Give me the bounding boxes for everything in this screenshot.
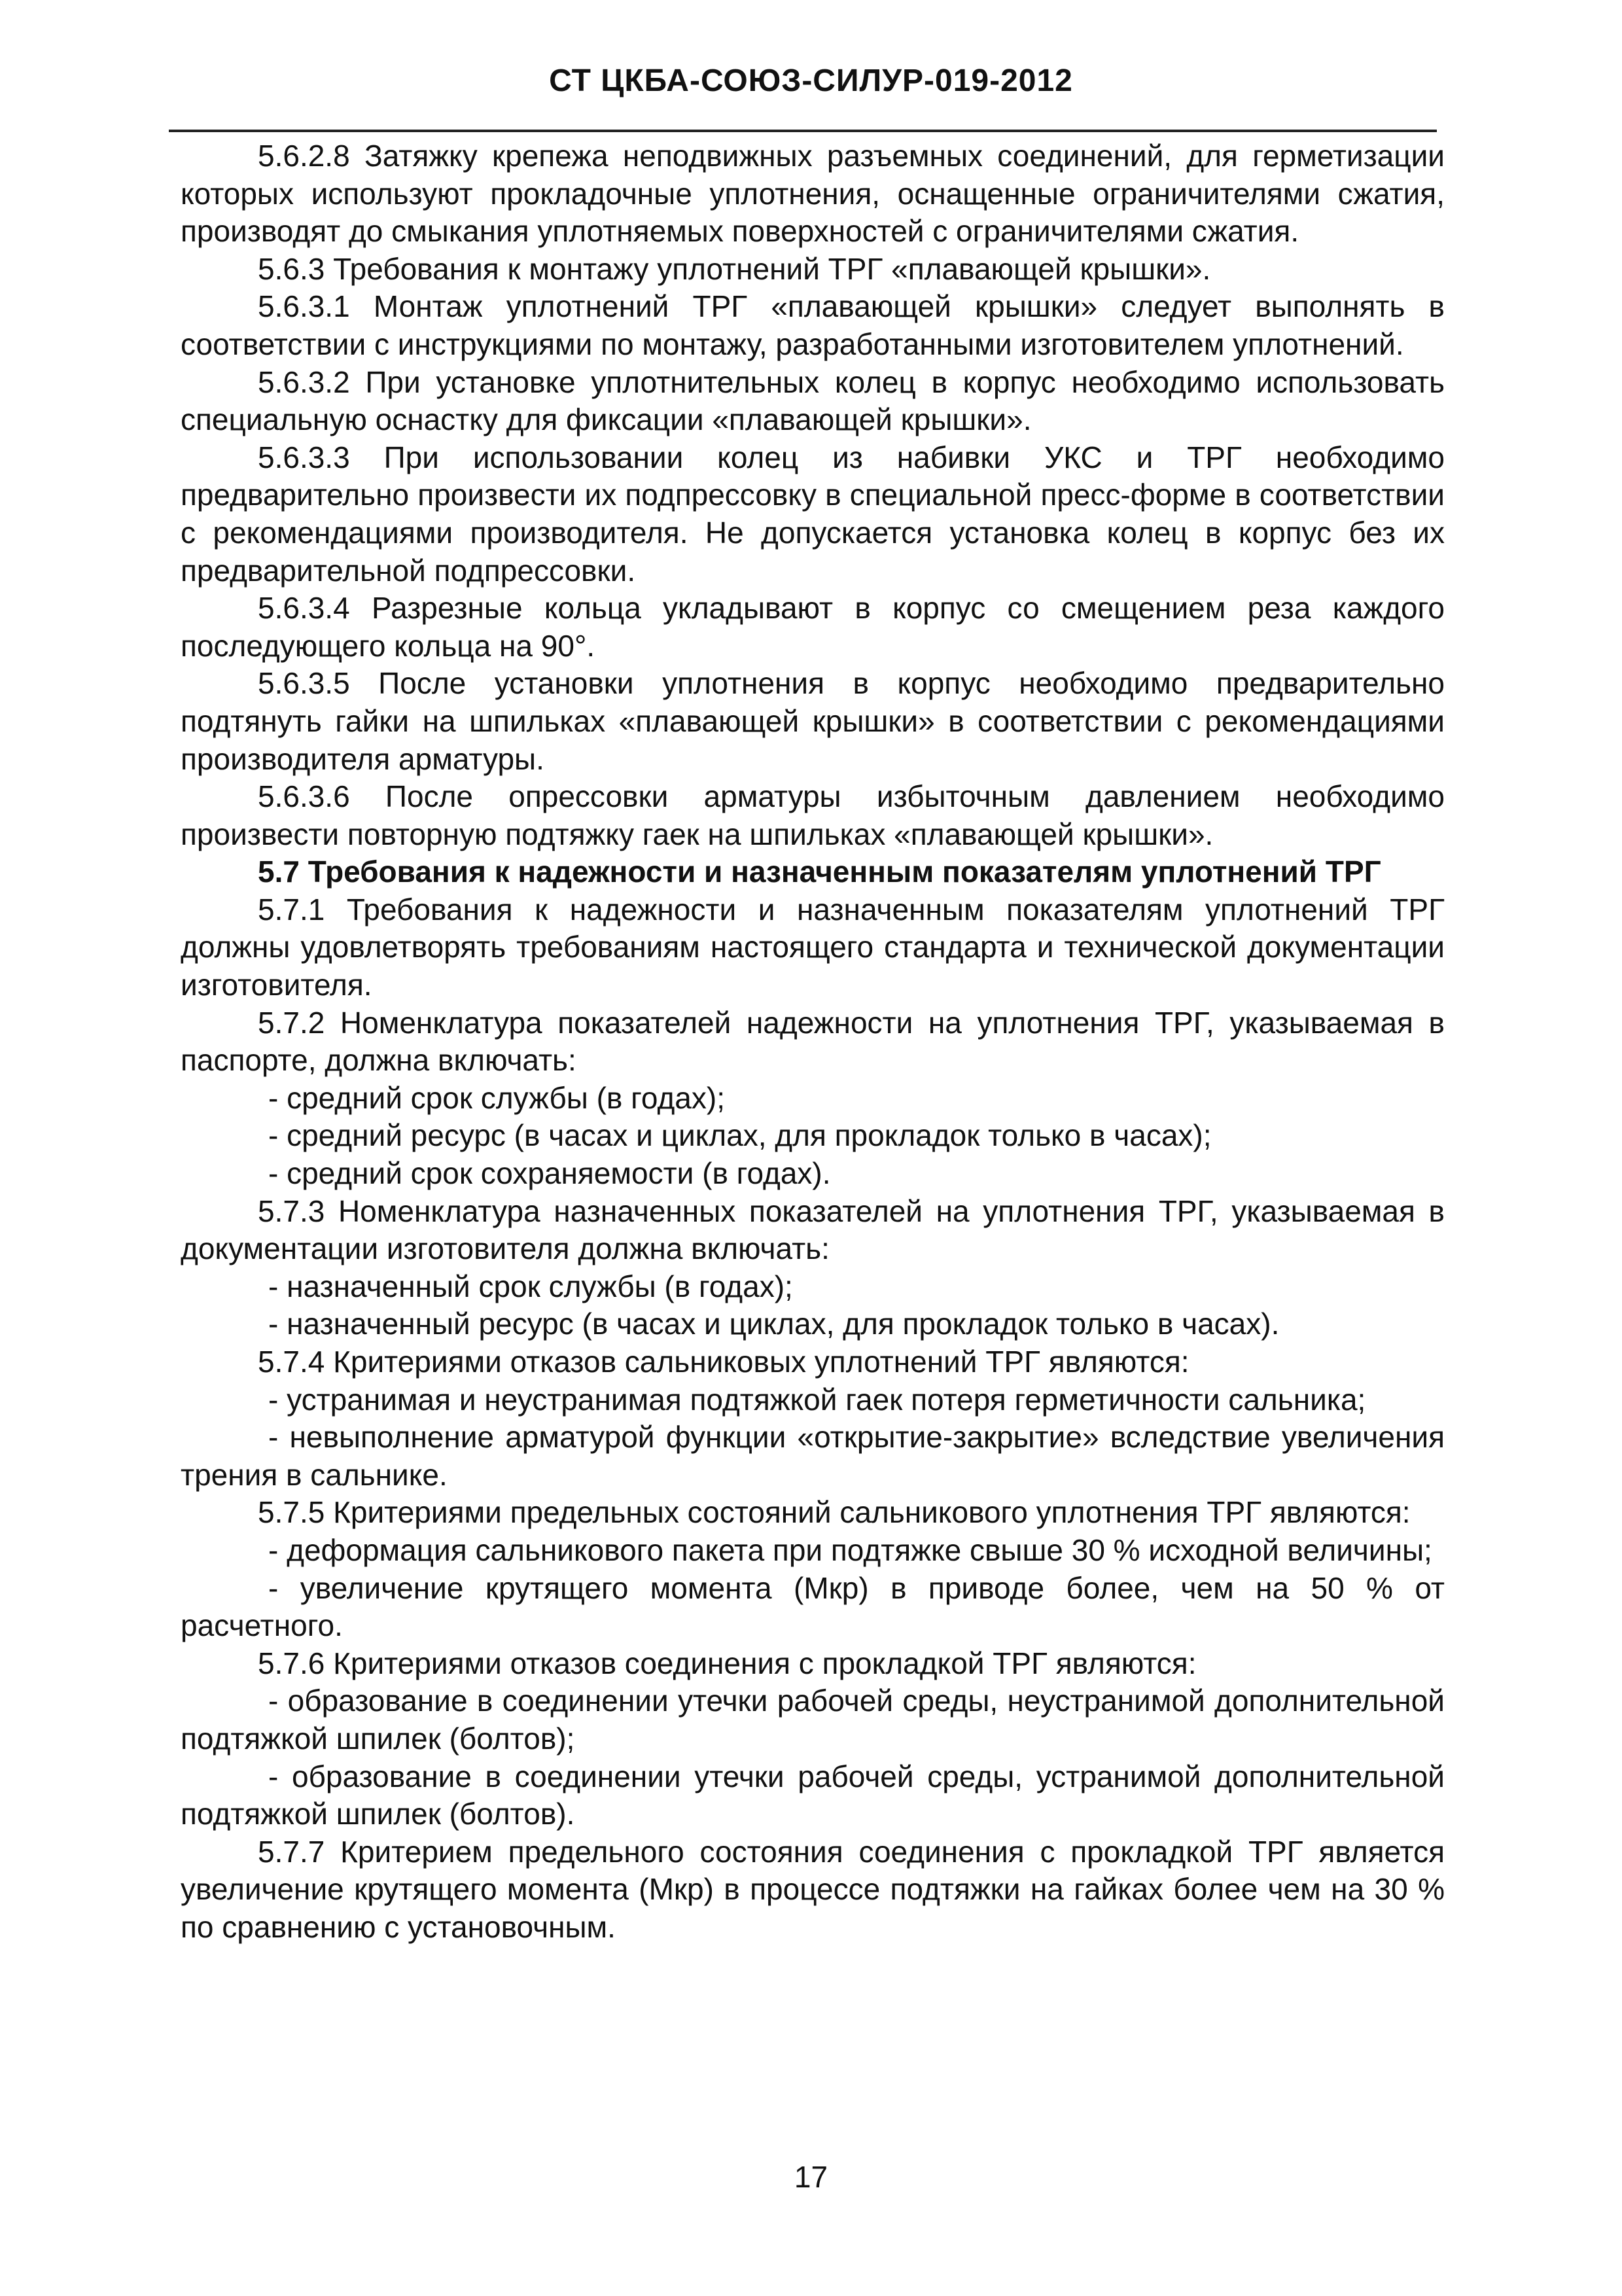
list-item: - увеличение крутящего момента (Мкр) в приводе более, чем на 50 % от расчетного. [181,1570,1445,1643]
paragraph-5-6-3-4: 5.6.3.4 Разрезные кольца укладывают в корпус со смещением реза каждого последующего кольца на 90°. [181,591,1445,663]
paragraph-5-7-1: 5.7.1 Требования к надежности и назначенным показателям уплотнений ТРГ должны удовлетворять требованиям настоящего стандарта и технической документации изготовителя. [181,892,1445,1002]
paragraph-5-6-2-8: 5.6.2.8 Затяжку крепежа неподвижных разъемных соединений, для герметизации которых используют прокладочные уплотнения, оснащенные ограничителями сжатия, производят до смыкания уплотняемых поверхностей с ограничителями сжатия. [181,139,1445,249]
paragraph-5-6-3: 5.6.3 Требования к монтажу уплотнений ТРГ «плавающей крышки». [258,251,1211,286]
list-item: - образование в соединении утечки рабочей среды, неустранимой дополнительной подтяжкой шпилек (болтов); [181,1684,1445,1756]
list-item: - устранимая и неустранимая подтяжкой гаек потеря герметичности сальника; [268,1382,1366,1417]
paragraph-5-6-3-2: 5.6.3.2 При установке уплотнительных колец в корпус необходимо использовать специальную оснастку для фиксации «плавающей крышки». [181,364,1445,437]
page-number: 17 [794,2160,828,2194]
list-item: - назначенный срок службы (в годах); [268,1269,793,1303]
paragraph-5-6-3-3: 5.6.3.3 При использовании колец из набивки УКС и ТРГ необходимо предварительно произвести их подпрессовку в специальной пресс-форме в соответствии с рекомендациями производителя. Не допускается установка колец в корпус без их предварительной подпрессовки. [181,440,1445,588]
list-item: - средний срок сохраняемости (в годах). [268,1156,831,1191]
list-item: - деформация сальникового пакета при подтяжке свыше 30 % исходной величины; [268,1532,1432,1567]
paragraph-5-7-7: 5.7.7 Критерием предельного состояния соединения с прокладкой ТРГ является увеличение крутящего момента (Мкр) в процессе подтяжки на гайках более чем на 30 % по сравнению с установочным. [181,1834,1445,1944]
paragraph-5-6-3-5: 5.6.3.5 После установки уплотнения в корпус необходимо предварительно подтянуть гайки на шпильках «плавающей крышки» в соответствии с рекомендациями производителя арматуры. [181,666,1445,776]
header-divider [169,130,1437,132]
list-item: - невыполнение арматурой функции «открытие-закрытие» вследствие увеличения трения в сальнике. [181,1420,1445,1492]
paragraph-5-7-5: 5.7.5 Критериями предельных состояний сальникового уплотнения ТРГ являются: [258,1495,1411,1530]
section-heading-5-7: 5.7 Требования к надежности и назначенным показателям уплотнений ТРГ [258,855,1381,889]
paragraph-5-7-3: 5.7.3 Номенклатура назначенных показателей на уплотнения ТРГ, указываемая в документации изготовителя должна включать: [181,1193,1445,1266]
document-header-title: СТ ЦКБА-СОЮЗ-СИЛУР-019-2012 [549,63,1073,98]
document-body [181,137,1445,1947]
list-item: - образование в соединении утечки рабочей среды, устранимой дополнительной подтяжкой шпилек (болтов). [181,1759,1445,1831]
list-item: - средний срок службы (в годах); [268,1080,725,1115]
paragraph-5-7-6: 5.7.6 Критериями отказов соединения с прокладкой ТРГ являются: [258,1646,1197,1680]
paragraph-5-7-4: 5.7.4 Критериями отказов сальниковых уплотнений ТРГ являются: [258,1345,1190,1379]
paragraph-5-6-3-6: 5.6.3.6 После опрессовки арматуры избыточным давлением необходимо произвести повторную подтяжку гаек на шпильках «плавающей крышки». [181,779,1445,851]
paragraph-5-7-2: 5.7.2 Номенклатура показателей надежности на уплотнения ТРГ, указываемая в паспорте, должна включать: [181,1005,1445,1078]
list-item: - средний ресурс (в часах и циклах, для прокладок только в часах); [268,1118,1212,1153]
paragraph-5-6-3-1: 5.6.3.1 Монтаж уплотнений ТРГ «плавающей крышки» следует выполнять в соответствии с инструкциями по монтажу, разработанными изготовителем уплотнений. [181,289,1445,361]
list-item: - назначенный ресурс (в часах и циклах, для прокладок только в часах). [268,1307,1280,1341]
